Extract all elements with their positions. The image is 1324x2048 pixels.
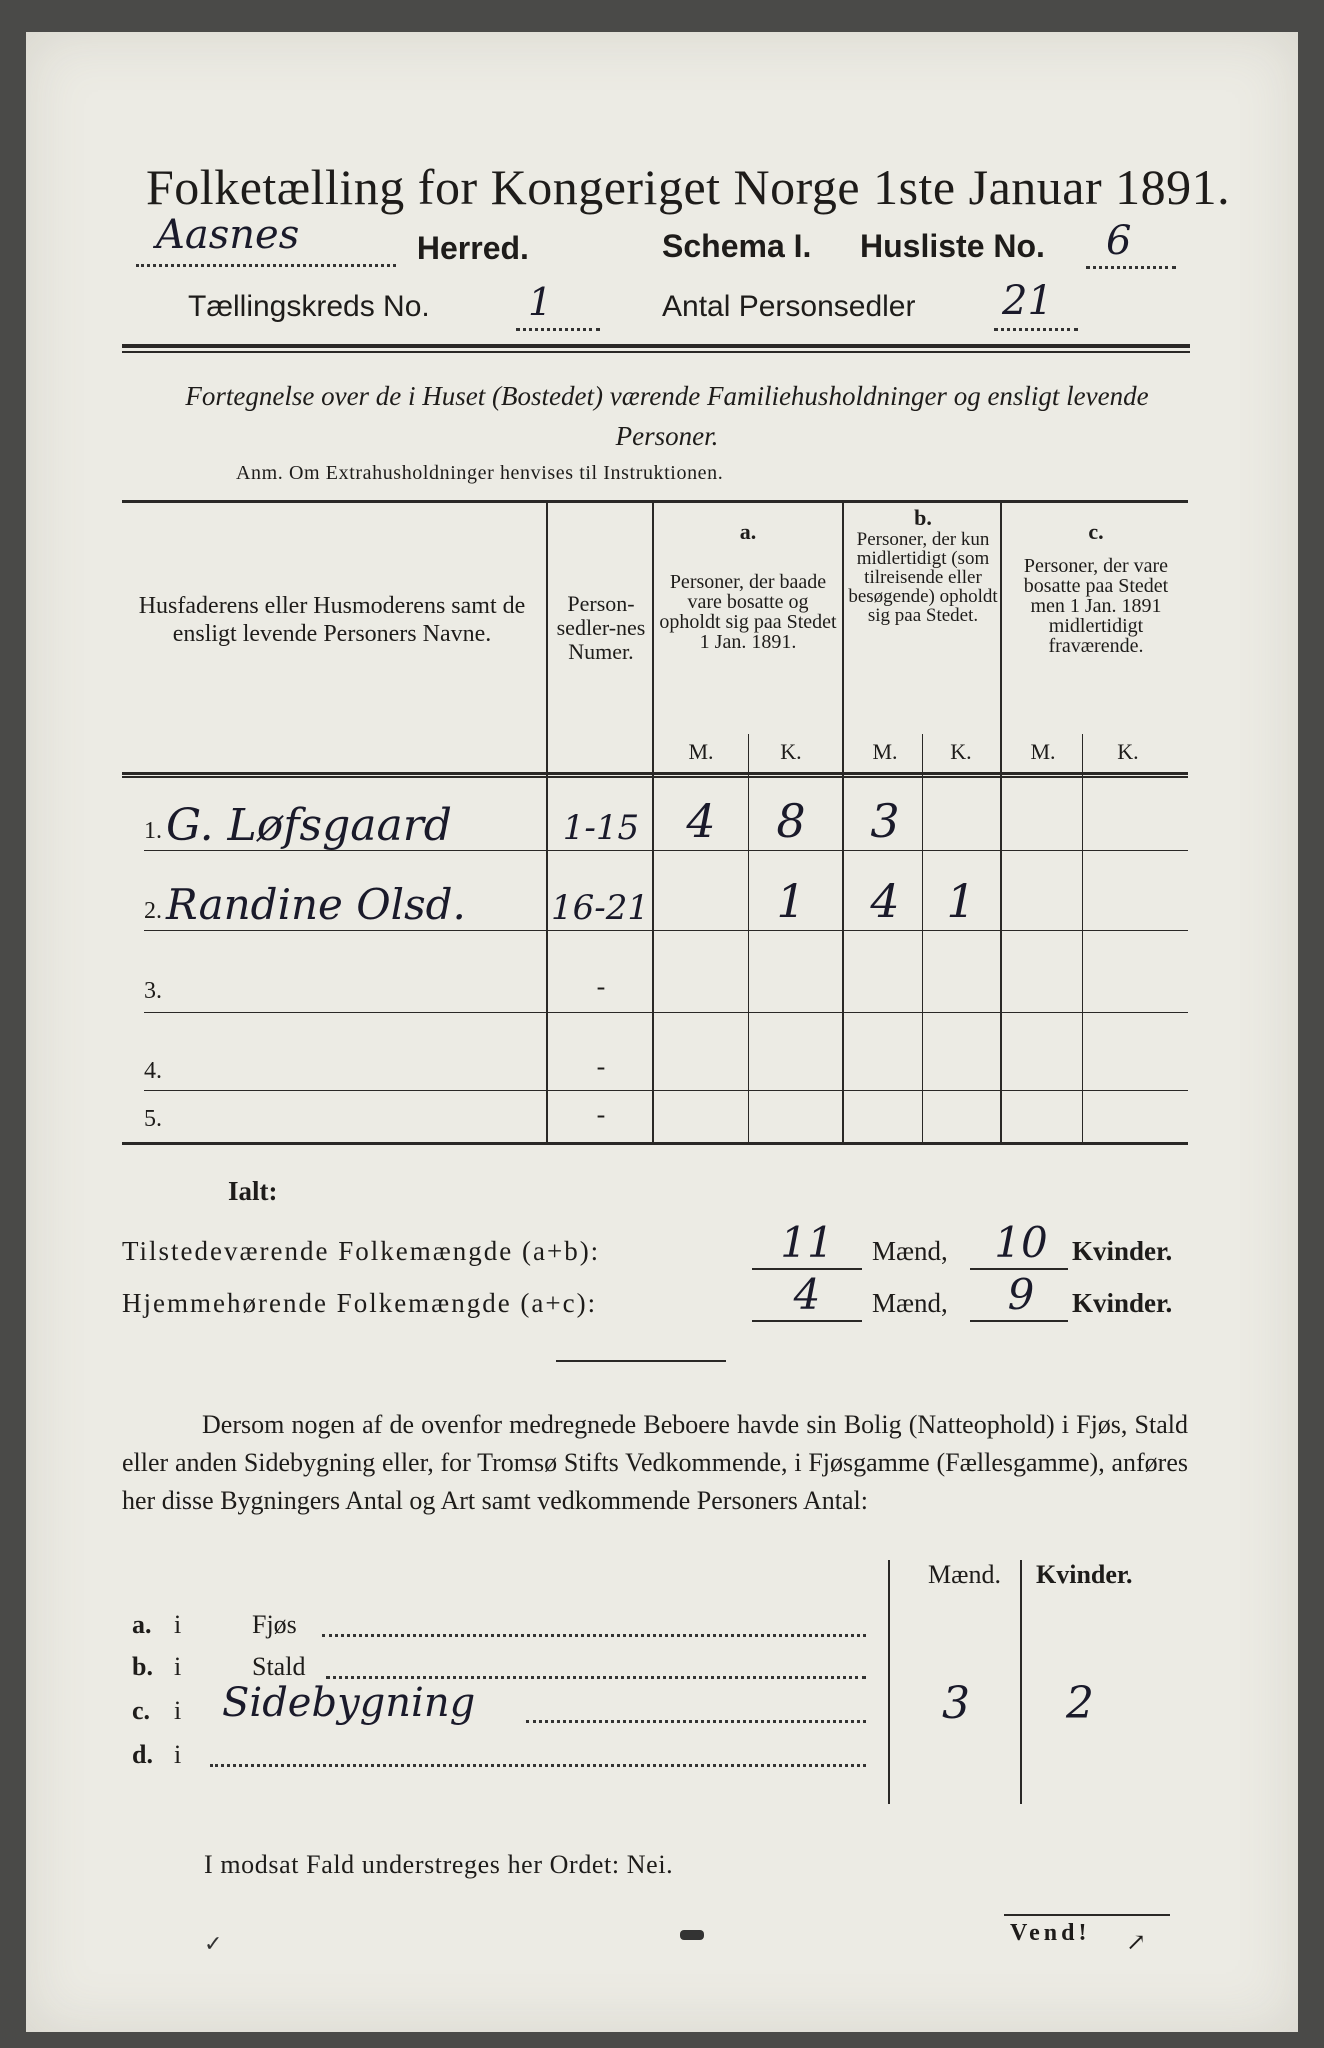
col-c-m-label: M.	[1030, 739, 1056, 764]
resident-k-value: 9	[1007, 1270, 1035, 1319]
buildings-maend-header: Mænd.	[928, 1560, 1001, 1589]
ink-mark-icon	[680, 1930, 704, 1940]
corner-mark-icon: ✓	[204, 1932, 223, 1957]
present-k-value: 10	[994, 1218, 1048, 1267]
present-label: Tilstedeværende Folkemængde (a+b):	[122, 1236, 601, 1266]
col-subdivider	[922, 734, 923, 1142]
kreds-value: 1	[528, 280, 553, 324]
table-bottom-rule	[122, 1142, 1188, 1145]
building-letter: d.	[132, 1740, 153, 1769]
building-letter: c.	[132, 1696, 151, 1725]
row-number: 5.	[144, 1106, 162, 1132]
present-m-value: 11	[780, 1218, 834, 1267]
building-i: i	[174, 1740, 182, 1769]
row-num: -	[596, 1100, 606, 1129]
husliste-label: Husliste No.	[860, 228, 1045, 264]
building-label: Fjøs	[252, 1610, 297, 1639]
row-a-m: 4	[686, 794, 716, 848]
schema-label: Schema I.	[662, 228, 812, 264]
col-divider	[546, 502, 548, 1142]
table-header-rule-2	[122, 776, 1188, 778]
description-text: Fortegnelse over de i Huset (Bostedet) værende Familiehusholdninger og ensligt levende Personer.	[185, 381, 1149, 451]
col-a-header: Personer, der baade vare bosatte og opholdt sig paa Stedet 1 Jan. 1891.	[659, 571, 837, 653]
row-number: 4.	[144, 1058, 162, 1084]
row-name: Randine Olsd.	[166, 880, 466, 929]
buildings-col-divider	[888, 1560, 890, 1804]
row-number: 2.	[144, 898, 162, 924]
kreds-label: Tællingskreds No.	[188, 290, 430, 323]
resident-m-value: 4	[793, 1270, 821, 1319]
building-label: Sidebygning	[222, 1680, 476, 1726]
row-rule	[144, 1012, 1188, 1013]
vend-label: Vend!	[1010, 1920, 1091, 1946]
present-kvinder-label: Kvinder.	[1072, 1236, 1173, 1266]
row-num: 16-21	[550, 888, 649, 928]
col-b-k-label: K.	[950, 739, 972, 764]
col-subdivider	[1082, 734, 1083, 1142]
col-num-header: Person-sedler-nes Numer.	[556, 591, 646, 664]
row-b-k: 1	[946, 874, 976, 928]
resident-k-underline	[970, 1320, 1068, 1322]
census-form-sheet	[26, 32, 1298, 2032]
col-name-header: Husfaderens eller Husmoderens samt de ensligt levende Personers Navne.	[138, 593, 526, 647]
header-rule-bottom	[122, 351, 1190, 353]
row-b-m: 4	[870, 874, 900, 928]
building-dots	[210, 1764, 866, 1767]
vend-rule	[1004, 1914, 1170, 1916]
building-label: Stald	[252, 1652, 306, 1681]
building-dots	[326, 1676, 866, 1679]
col-c-letter: c.	[1088, 519, 1104, 544]
table-top-rule	[122, 500, 1188, 503]
resident-m-underline	[752, 1320, 862, 1322]
resident-kvinder-label: Kvinder.	[1072, 1288, 1173, 1318]
husliste-value: 6	[1106, 218, 1132, 264]
col-b-letter: b.	[914, 505, 932, 530]
building-dots	[322, 1634, 866, 1637]
arrow-icon: ↗	[1126, 1928, 1147, 1956]
building-i: i	[174, 1610, 182, 1639]
col-a-m-label: M.	[688, 739, 714, 764]
row-a-k: 8	[776, 794, 806, 848]
row-number: 3.	[144, 978, 162, 1004]
row-num: -	[596, 972, 606, 1001]
resident-maend-label: Mænd,	[872, 1288, 948, 1318]
antal-field	[994, 278, 1078, 331]
present-maend-label: Mænd,	[872, 1236, 948, 1266]
building-letter: a.	[132, 1610, 152, 1639]
antal-value: 21	[1002, 278, 1053, 324]
herred-field	[136, 212, 529, 267]
ialt-label: Ialt:	[228, 1176, 278, 1206]
col-a-letter: a.	[739, 519, 757, 544]
col-divider	[1000, 502, 1002, 1142]
buildings-kvinder-header: Kvinder.	[1036, 1560, 1133, 1589]
col-a-k-label: K.	[780, 739, 802, 764]
resident-label: Hjemmehørende Folkemængde (a+c):	[122, 1288, 598, 1318]
row-number: 1.	[144, 818, 162, 844]
herred-label: Herred.	[416, 230, 529, 266]
building-i: i	[174, 1696, 182, 1725]
buildings-paragraph: Dersom nogen af de ovenfor medregnede Beboere havde sin Bolig (Natteophold) i Fjøs, Stald eller anden Sidebygning eller, for Tromsø Stifts Vedkommende, i Fjøsgamme (Fællesgamme), anføres her disse Bygningers Antal og Art samt vedkommende Personers Antal:	[122, 1410, 1188, 1515]
nei-line: I modsat Fald understreges her Ordet: Nei.	[204, 1850, 674, 1879]
row-num: 1-15	[562, 808, 640, 848]
header-rule-top	[122, 344, 1190, 348]
row-name: G. Løfsgaard	[166, 800, 452, 851]
col-c-k-label: K.	[1117, 739, 1139, 764]
husliste-field	[1086, 218, 1176, 269]
col-divider	[842, 502, 844, 1142]
building-kvinder-value: 2	[1066, 1678, 1094, 1729]
row-rule	[144, 1090, 1188, 1091]
row-num: -	[596, 1052, 606, 1081]
buildings-col-divider	[1020, 1560, 1022, 1804]
col-divider	[652, 502, 654, 1142]
col-b-header: Personer, der kun midlertidigt (som tilreisende eller besøgende) opholdt sig paa Stedet.	[848, 529, 998, 626]
building-i: i	[174, 1652, 182, 1681]
row-rule	[144, 930, 1188, 931]
kreds-field	[516, 280, 600, 331]
col-subdivider	[748, 734, 749, 1142]
antal-label: Antal Personsedler	[662, 290, 916, 323]
col-c-header: Personer, der vare bosatte paa Stedet men 1 Jan. 1891 midlertidigt fraværende.	[1023, 555, 1169, 657]
row-a-k: 1	[776, 874, 806, 928]
section-divider	[556, 1360, 726, 1362]
building-maend-value: 3	[942, 1678, 970, 1729]
building-dots	[526, 1720, 866, 1723]
row-b-m: 3	[870, 794, 900, 848]
table-header-rule	[122, 772, 1188, 775]
form-title: Folketælling for Kongeriget Norge 1ste Januar 1891.	[146, 159, 1231, 215]
herred-value: Aasnes	[156, 212, 300, 258]
col-b-m-label: M.	[872, 739, 898, 764]
building-letter: b.	[132, 1652, 153, 1681]
note-text: Anm. Om Extrahusholdninger henvises til Instruktionen.	[236, 462, 724, 484]
